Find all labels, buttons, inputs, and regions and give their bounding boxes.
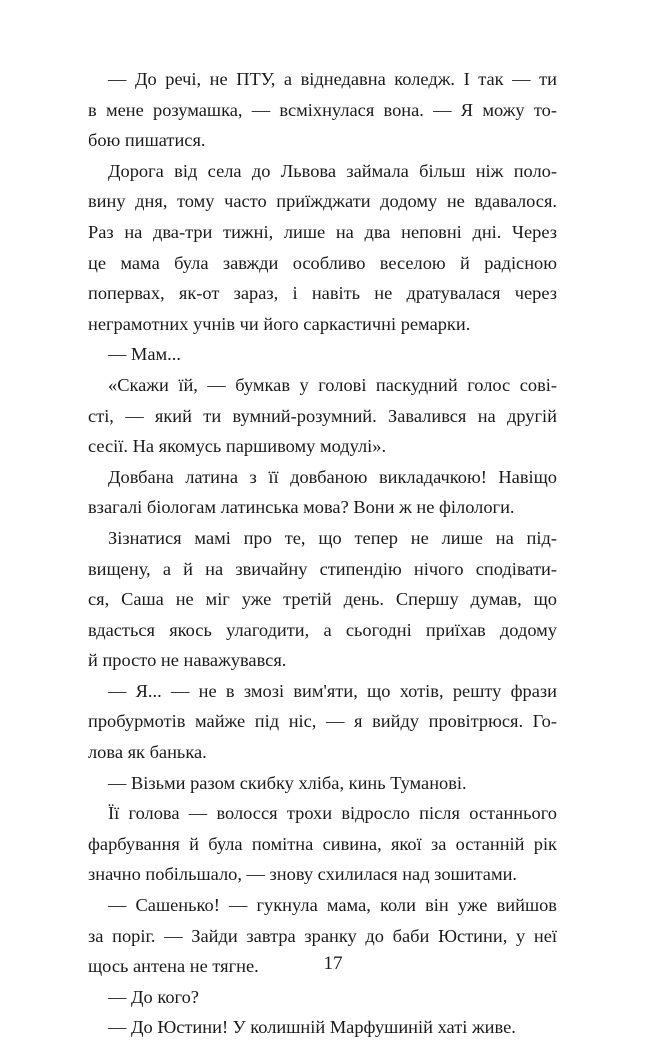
text-line: неграмотних учнів чи його саркастичні ремарки. <box>88 313 471 334</box>
text-line: сті, — який ти вумний-розумний. Завалився на другій <box>88 405 557 426</box>
text-line: й просто не наважувався. <box>88 650 287 671</box>
page-number: 17 <box>323 953 343 974</box>
text-line: «Скажи їй, — бумкав у голові паскудний голос сові- <box>108 374 557 395</box>
text-line: Дорога від села до Львова займала більш ніж поло- <box>108 160 557 181</box>
text-line: — До кого? <box>108 986 199 1007</box>
text-line: — Сашенько! — гукнула мама, коли він уже вийшов <box>108 895 557 916</box>
text-line: — До Юстини! У колишній Марфушиній хаті живе. <box>108 1017 516 1038</box>
text-line: значно побільшало, — знову схилилася над зошитами. <box>88 864 518 885</box>
text-line: бою пишатися. <box>88 130 206 151</box>
text-line: в мене розумашка, — всміхнулася вона. — Я можу то- <box>88 99 557 120</box>
text-line: взагалі біологам латинська мова? Вони ж не філологи. <box>88 497 515 518</box>
text-line: Довбана латина з її довбаною викладачкою! Навіщо <box>108 466 557 487</box>
body-text <box>88 64 557 1043</box>
text-line: — Мам... <box>108 344 181 365</box>
text-line: пробурмотів майже під ніс, — я вийду провітрюся. Го- <box>88 711 557 732</box>
text-line: — До речі, не ПТУ, а віднедавна коледж. І так — ти <box>108 69 557 89</box>
text-line: вину дня, тому часто приїжджати додому не вдавалося. <box>88 191 557 212</box>
text-line: Раз на два-три тижні, лише на два неповні дні. Через <box>88 221 557 242</box>
text-line: Зізнатися мамі про те, що тепер не лише на під- <box>108 527 557 548</box>
text-line: вищену, а й на звичайну стипендію нічого сподівати- <box>88 558 557 579</box>
text-line: Її голова — волосся трохи відросло після останнього <box>108 803 557 824</box>
text-line: лова як банька. <box>88 742 207 763</box>
text-line: сесії. На якомусь паршивому модулі». <box>88 436 387 457</box>
text-line: вдасться якось улагодити, а сьогодні приїхав додому <box>88 619 557 640</box>
text-line: — Я... — не в змозі вим'яти, що хотів, решту фрази <box>108 680 557 701</box>
text-line: ся, Саша не міг уже третій день. Спершу думав, що <box>88 589 557 610</box>
text-line: за поріг. — Зайди завтра зранку до баби Юстини, у неї <box>88 925 557 946</box>
text-line: це мама була завжди особливо веселою й радісною <box>88 252 557 273</box>
text-line: щось антена не тягне. <box>88 956 259 977</box>
text-line: — Візьми разом скибку хліба, кинь Туманові. <box>108 772 467 793</box>
text-line: фарбування й була помітна сивина, якої за останній рік <box>88 833 557 854</box>
text-line: попервах, як-от зараз, і навіть не дратувалася через <box>88 283 557 304</box>
